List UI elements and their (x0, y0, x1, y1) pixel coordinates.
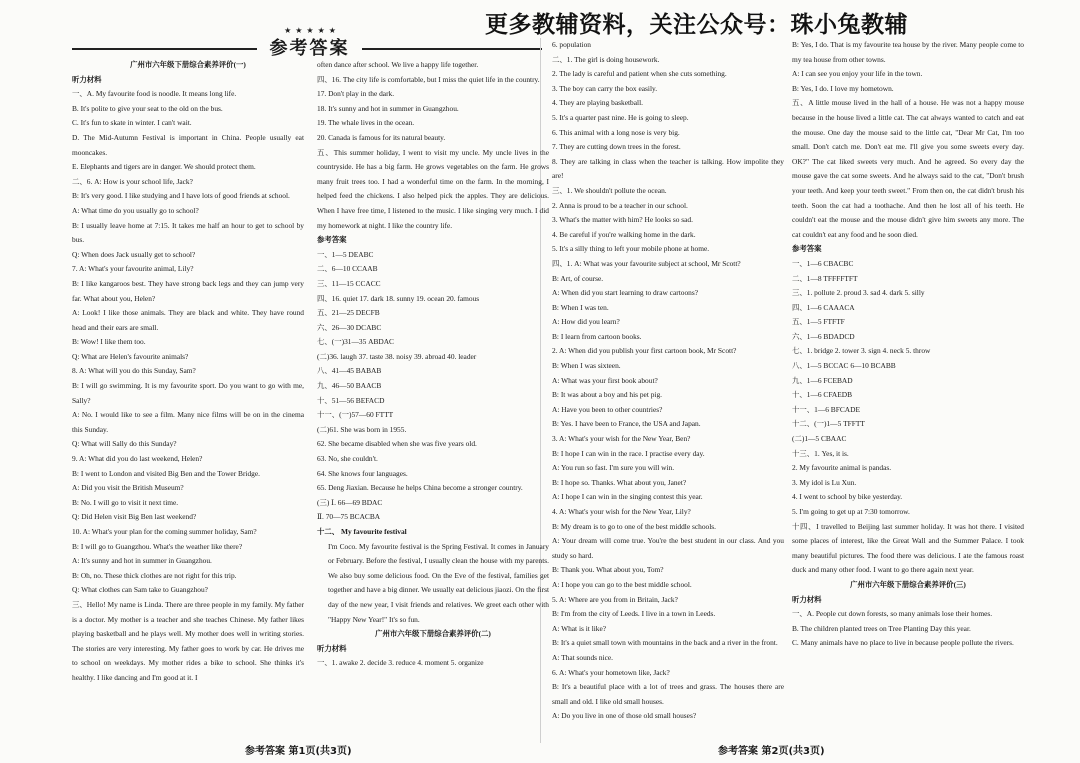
text-line: A: It's sunny and hot in summer in Guangzhou. (72, 556, 212, 566)
text-line: B: I hope so. Thanks. What about you, Janet? (552, 477, 687, 487)
text-line: B: Oh, no. These thick clothes are not right for this trip. (72, 570, 237, 580)
text-line: 7. A: What's your favourite animal, Lily? (72, 264, 194, 274)
text-line: 20. Canada is famous for its natural beauty. (317, 132, 446, 142)
text-line: 十二、(一)1—5 TFFTT (792, 419, 865, 429)
text-line: A: You run so fast. I'm sure you will win. (552, 463, 675, 473)
text-line: 7. They are cutting down trees in the forest. (552, 142, 681, 152)
text-line: A: Look! I like those animals. They are black and white. They have round head and their ears are small. (72, 308, 304, 332)
text-line: often dance after school. We live a happy life together. (317, 60, 479, 69)
text-line: (二)36. laugh 37. taste 38. noisy 39. abroad 40. leader (317, 351, 477, 361)
text-line: 七、1. bridge 2. tower 3. sign 4. neck 5. throw (792, 346, 931, 356)
text-line: 一、A. My favourite food is noodle. It means long life. (72, 89, 237, 99)
text-line: 二、6. A: How is your school life, Jack? (72, 176, 193, 186)
text-line: 五、This summer holiday, I went to visit my uncle. My uncle lives in the countryside. He has a big farm. He grows vegetables on the farm. He grows many fruit trees too. I had a wonderful time on the farm. In the morning, I helped feed the chickens. I also helped pick the apples. They are delicious. When I have free time, I listened to the music. I like singing very much. I did my homework at night. I like the country life. (317, 147, 549, 230)
text-column-4 (792, 38, 1024, 738)
text-line: 63. No, she couldn't. (317, 454, 378, 464)
text-line: C. It's fun to skate in winter. I can't wait. (72, 118, 192, 128)
text-line: 2. My favourite animal is pandas. (792, 463, 892, 473)
text-line: A: When did you start learning to draw cartoons? (552, 288, 698, 298)
text-line: 广州市六年级下册综合素养评价(一) (130, 60, 246, 69)
text-line: 参考答案 (317, 235, 347, 245)
text-line: 一、A. People cut down forests, so many animals lose their homes. (792, 609, 993, 619)
text-line: 听力材料 (317, 643, 347, 653)
text-line: 听力材料 (792, 594, 822, 604)
text-line: A: I can see you enjoy your life in the town. (792, 69, 923, 79)
text-line: B: It's very good. I like studying and I have lots of good friends at school. (72, 191, 290, 201)
text-line: 六、26—30 DCABC (317, 322, 382, 332)
text-line: A: How did you learn? (552, 317, 620, 327)
page-title: 参考答案 (269, 38, 350, 59)
text-column-3 (552, 38, 784, 738)
page-footer-left: 参考答案 第1页(共3页) (245, 746, 352, 757)
text-line: B: When I was ten. (552, 302, 609, 312)
text-line: B: I like kangaroos best. They have strong back legs and they can jump very far. What about you, Helen? (72, 278, 304, 303)
text-line: A: I hope I can win in the singing contest this year. (552, 492, 703, 502)
text-line: 三、11—15 CCACC (317, 278, 381, 288)
text-line: 一、1—5 DEABC (317, 249, 374, 259)
text-line: (二)61. She was born in 1955. (317, 424, 407, 434)
text-line: B: I learn from cartoon books. (552, 331, 642, 341)
text-line: D. The Mid-Autumn Festival is important in China. People usually eat mooncakes. (72, 132, 304, 157)
text-line: A: Did you visit the British Museum? (72, 483, 184, 493)
text-line: 一、1. awake 2. decide 3. reduce 4. moment 5. organize (317, 658, 484, 668)
text-line: Q: Did Helen visit Big Ben last weekend? (72, 512, 197, 522)
text-line: 2. The lady is careful and patient when she cuts something. (552, 69, 727, 79)
text-line: 6. population (552, 40, 592, 49)
text-line: 五、A little mouse lived in the hall of a house. He was not a happy mouse because in the house lived a little cat. The cat always wanted to catch and eat the mouse. One day the mouse said to the little cat, "Dear Mr Cat, I'm too small. Don't catch me. Don't eat me. I'll give you some sweets every day. OK?" The cat liked sweets very much. And he agreed. So every day the mouse gave the cat some sweets. And he always said to the cat, "Don't brush your teeth. And keep your teeth sweet." From then on, the cat didn't brush his teeth. Soon the cat had a toothache. And then he lost all of his teeth. He couldn't eat the mouse and the mouse didn't give him sweets any more. The cat couldn't eat any food and he soon died. (792, 98, 1024, 239)
text-line: 四、1. A: What was your favourite subject at school, Mr Scott? (552, 258, 741, 268)
text-line: 5. It's a quarter past nine. He is going to sleep. (552, 112, 689, 122)
text-line: A: No. I would like to see a film. Many nice films will be on in the cinema this Sunday. (72, 410, 304, 434)
text-line: 参考答案 (792, 244, 822, 254)
text-line: 2. Anna is proud to be a teacher in our school. (552, 200, 688, 210)
text-line: A: Your dream will come true. You're the best student in our class. And you study so hard. (552, 536, 784, 560)
text-line: A: That sounds nice. (552, 652, 614, 662)
text-line: Q: When does Jack usually get to school? (72, 249, 196, 259)
text-line: 5. I'm going to get up at 7:30 tomorrow. (792, 507, 910, 516)
text-line: A: What is it like? (552, 623, 607, 633)
text-line: B: Yes. I have been to France, the USA and Japan. (552, 419, 701, 429)
text-line: B: Yes, I do. That is my favourite tea house by the river. Many people come to my tea house from other towns. (792, 40, 1024, 64)
text-line: 4. Be careful if you're walking home in the dark. (552, 229, 696, 239)
text-line: A: Do you live in one of those old small houses? (552, 711, 697, 721)
text-line: B: It's a quiet small town with mountains in the back and a river in the front. (552, 638, 778, 648)
text-line: 17. Don't play in the dark. (317, 89, 395, 99)
text-line: B: I went to London and visited Big Ben and the Tower Bridge. (72, 468, 260, 478)
text-line: C. Many animals have no place to live in because people pollute the rivers. (792, 638, 1014, 648)
text-line: B: I will go swimming. It is my favourite sport. Do you want to go with me, Sally? (72, 381, 304, 405)
header-rule-left (72, 48, 257, 50)
text-column-2 (317, 58, 549, 738)
text-line: 一、1—6 CBACBC (792, 258, 854, 268)
text-line: 三、1. pollute 2. proud 3. sad 4. dark 5. silly (792, 288, 925, 298)
text-line: 十三、1. Yes, it is. (792, 448, 849, 458)
text-line: 八、1—5 BCCAC 6—10 BCABB (792, 361, 896, 371)
text-line: A: What was your first book about? (552, 375, 658, 385)
text-line: 七、(一)31—35 ABDAC (317, 337, 394, 347)
text-line: B. It's polite to give your seat to the old on the bus. (72, 103, 223, 113)
text-line: B: My dream is to go to one of the best middle schools. (552, 521, 717, 531)
header-stars: ★★★★★ (284, 26, 340, 35)
text-line: B: I hope I can win in the race. I practise every day. (552, 448, 705, 458)
text-line: 8. They are talking in class when the teacher is talking. How impolite they are! (552, 156, 784, 181)
text-column-1 (72, 58, 304, 738)
text-line: 6. A: What's your hometown like, Jack? (552, 667, 670, 677)
text-line: 3. What's the matter with him? He looks so sad. (552, 215, 693, 225)
text-line: A: Have you been to other countries? (552, 404, 663, 414)
text-line: 广州市六年级下册综合素养评价(二) (375, 629, 491, 639)
text-line: B: Thank you. What about you, Tom? (552, 565, 664, 575)
text-line: 六、1—6 BDADCD (792, 331, 855, 341)
text-line: 十、51—56 BEFACD (317, 395, 385, 405)
text-line: 6. This animal with a long nose is very big. (552, 127, 680, 137)
text-line: Q: What clothes can Sam take to Guangzhou? (72, 585, 208, 595)
header-rule-right (362, 48, 542, 50)
text-line: 64. She knows four languages. (317, 468, 408, 478)
text-line: 三、1. We shouldn't pollute the ocean. (552, 185, 667, 195)
text-line: Ⅱ. 70—75 BCACBA (317, 512, 381, 522)
text-line: 18. It's sunny and hot in summer in Guangzhou. (317, 103, 459, 113)
text-line: 九、1—6 FCEBAD (792, 375, 853, 385)
text-line: 62. She became disabled when she was five years old. (317, 439, 477, 449)
text-line: B: I'm from the city of Leeds. I live in a town in Leeds. (552, 609, 716, 619)
text-line: 四、1—6 CAAACA (792, 302, 855, 312)
text-line: 五、1—5 FTFTF (792, 317, 845, 327)
text-line: (二)1—5 CBAAC (792, 434, 847, 444)
text-line: 2. A: When did you publish your first cartoon book, Mr Scott? (552, 346, 737, 356)
text-line: 65. Deng Jiaxian. Because he helps China become a stronger country. (317, 483, 523, 493)
text-line: B: Wow! I like them too. (72, 337, 146, 347)
text-line: 二、1. The girl is doing housework. (552, 54, 660, 64)
text-line: E. Elephants and tigers are in danger. We should protect them. (72, 162, 256, 172)
text-line: 九、46—50 BAACB (317, 381, 382, 391)
text-line: 四、16. quiet 17. dark 18. sunny 19. ocean 20. famous (317, 293, 480, 303)
text-line: Q: What are Helen's favourite animals? (72, 351, 189, 361)
text-line: 十一、(一)57—60 FTTT (317, 410, 394, 420)
text-line: Q: What will Sally do this Sunday? (72, 439, 177, 449)
text-line: B. The children planted trees on Tree Planting Day this year. (792, 623, 971, 633)
text-line: A: What time do you usually go to school? (72, 205, 199, 215)
text-line: 二、1—8 TFFFFTFT (792, 273, 858, 283)
text-line: 19. The whale lives in the ocean. (317, 118, 415, 128)
text-line: B: It's a beautiful place with a lot of trees and grass. The houses there are small and old. I like old small houses. (552, 682, 784, 706)
text-line: 四、16. The city life is comfortable, but I miss the quiet life in the country. (317, 74, 540, 84)
text-line: 9. A: What did you do last weekend, Helen? (72, 454, 203, 464)
text-line: 3. A: What's your wish for the New Year, Ben? (552, 434, 691, 444)
text-line: I'm Coco. My favourite festival is the Spring Festival. It comes in January or February. Before the festival, I usually clean the house with my parents. We also buy some delicious food. On the Eve of the festival, families get together and have a big dinner. We usually eat delicious jiaozi. On the first day of the new year, I visit friends and relatives. We greet each other with "Happy New Year!" It's so fun. (328, 541, 549, 624)
text-line: B: When I was sixteen. (552, 361, 621, 371)
text-line: B: I usually leave home at 7:15. It takes me half an hour to get to school by bus. (72, 220, 304, 245)
text-line: (三) Ⅰ. 66—69 BDAC (317, 497, 383, 507)
text-line: 5. A: Where are you from in Britain, Jack? (552, 594, 678, 604)
text-line: 三、Hello! My name is Linda. There are three people in my family. My father is a doctor. My mother is a teacher and she teaches Chinese. My father likes playing basketball and he plays well. My mother does well in writing stories. The stories are very interesting. My father goes to work by car. He drives me to school on weekdays. My mother rides a bike to school. She thinks it's healthy. I like dancing and I'm good at it. I (72, 599, 304, 682)
text-line: 八、41—45 BABAB (317, 366, 382, 376)
page-footer-right: 参考答案 第2页(共3页) (718, 746, 825, 757)
text-line: 5. It's a silly thing to left your mobile phone at home. (552, 244, 710, 254)
text-line: 8. A: What will you do this Sunday, Sam? (72, 366, 196, 376)
text-line: 五、21—25 DECFB (317, 308, 380, 318)
text-line: 4. They are playing basketball. (552, 98, 643, 108)
text-line: 二、6—10 CCAAB (317, 264, 378, 274)
watermark-text: 更多教辅资料，关注公众号：珠小兔教辅 (485, 12, 908, 38)
text-line: 3. The boy can carry the box easily. (552, 83, 658, 93)
text-line: A: I hope you can go to the best middle school. (552, 579, 692, 589)
text-line: B: No. I will go to visit it next time. (72, 497, 179, 507)
text-line: 十四、I travelled to Beijing last summer holiday. It was hot there. I visited some places of interest, like the Great Wall and the Summer Palace. I took many beautiful pictures. The food there was delicious. I ate the famous roast duck and many other food. I want to go there again next year. (792, 521, 1024, 575)
text-line: 十二、 My favourite festival (317, 527, 407, 536)
text-line: 4. A: What's your wish for the New Year, Lily? (552, 507, 691, 516)
text-line: 10. A: What's your plan for the coming summer holiday, Sam? (72, 527, 257, 536)
text-line: 听力材料 (72, 74, 102, 84)
text-line: B: Yes, I do. I love my hometown. (792, 83, 894, 93)
text-line: 十、1—6 CFAEDB (792, 390, 853, 400)
text-line: 3. My idol is Lu Xun. (792, 477, 857, 487)
text-line: B: I will go to Guangzhou. What's the weather like there? (72, 541, 243, 551)
text-line: B: It was about a boy and his pet pig. (552, 390, 663, 400)
text-line: 十一、1—6 BFCADE (792, 404, 860, 414)
text-line: 4. I went to school by bike yesterday. (792, 492, 903, 502)
text-line: 广州市六年级下册综合素养评价(三) (850, 579, 966, 589)
text-line: B: Art, of course. (552, 273, 604, 283)
